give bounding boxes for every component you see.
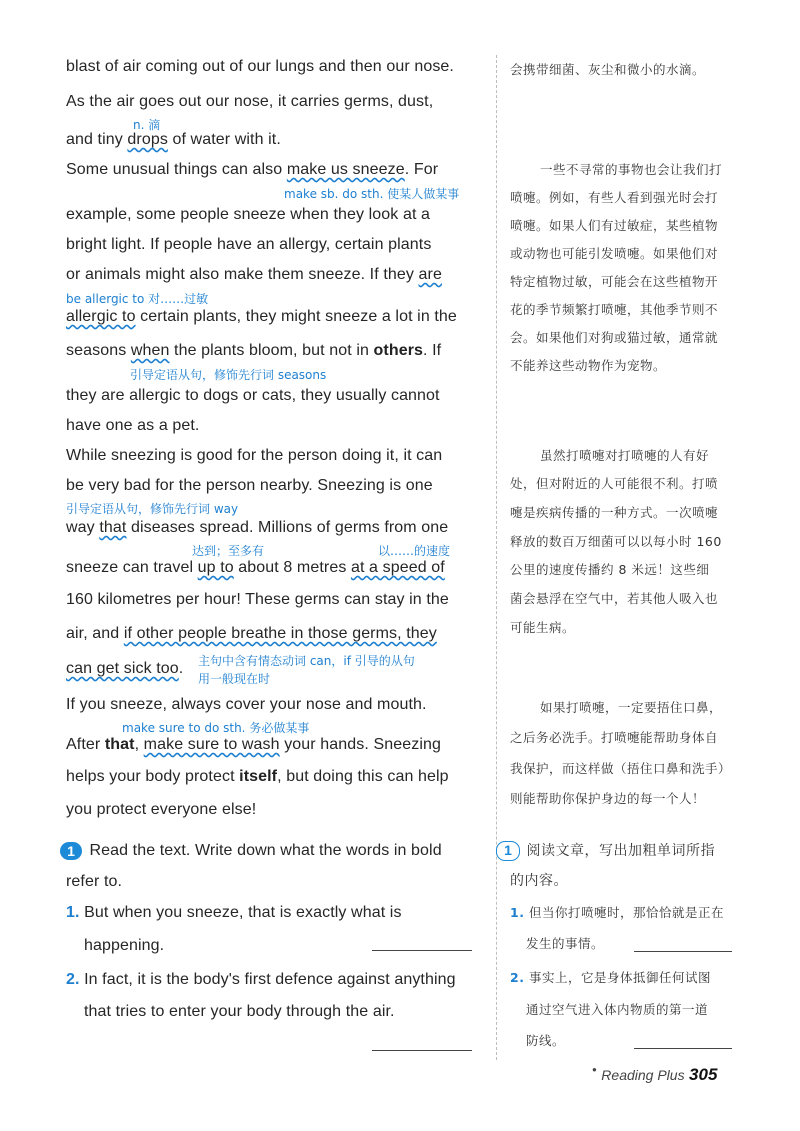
text-line [66,660,183,678]
bold-word-others: others [373,342,424,359]
bold-word-that: that [104,736,135,753]
answer-blank-1[interactable] [372,950,472,951]
instruction-text: Read the text. Write down what the words in bold [89,842,442,860]
highlight-drops: drops [127,131,168,148]
text-line: blast of air coming out of our lungs and then our nose. [66,58,454,75]
text-line [66,768,449,786]
question-text: that tries to enter your body through the air. [84,1003,395,1020]
instruction-text: 的内容。 [510,873,568,889]
translation-line: 则能帮助你保护身边的每一个人！ [510,791,706,806]
annotation-modal-2: 用一般现在时 [198,672,271,686]
highlight-make-sure: make sure to wash [143,736,280,753]
translation-line: 喷嚏。例如，有些人看到强光时会打 [510,190,719,205]
question-number: 2. [510,970,525,985]
exercise-instruction [60,842,442,860]
translation-line: 嚏是疾病传播的一种方式。一次喷嚏 [510,505,719,520]
highlight-if-clause: if other people breathe in those germs, they [123,625,437,642]
footer-label: Reading Plus [601,1067,685,1083]
question-2 [66,971,456,989]
highlight-can-get-sick: can get sick too [66,660,179,677]
text-segment: sneeze can travel [66,559,198,576]
text-line [66,308,457,326]
annotation-speed: 以……的速度 [378,544,451,558]
translation-line: 公里的速度传播约 8 米远！这些细 [510,562,710,577]
text-segment: the plants bloom, but not in [169,342,374,359]
translation-line: 花的季节频繁打喷嚏，其他季节则不 [510,302,719,317]
footer-dot: ● [592,1065,597,1074]
text-line: If you sneeze, always cover your nose and mouth. [66,696,427,713]
text-line: 160 kilometres per hour! These germs can stay in the [66,591,449,608]
translation-line: 我保护，而这样做（捂住口鼻和洗手） [510,761,732,776]
annotation-make: make sb. do sth. 使某人做某事 [284,187,460,201]
text-segment: your hands. Sneezing [279,736,441,753]
text-line [66,266,442,284]
text-segment: and tiny [66,131,128,148]
text-segment: of water with it. [167,131,281,148]
question-text: 事实上，它是身体抵御任何试图 [528,970,711,985]
text-line [66,161,438,179]
text-line [66,131,281,149]
answer-blank-zh-1[interactable] [634,951,732,952]
text-line [66,519,448,537]
translation-line: 可能生病。 [510,620,576,635]
translation-line: 菌会悬浮在空气中，若其他人吸入也 [510,591,719,606]
text-line [66,342,441,360]
text-segment: , [134,736,144,753]
translation-line: 特定植物过敏，可能会在这些植物开 [510,274,719,289]
text-segment: After [66,736,105,753]
translation-line: 处，但对附近的人可能很不利。打喷 [510,476,719,491]
annotation-drops: n. 滴 [133,118,161,132]
instruction-text: 阅读文章，写出加粗单词所指 [526,843,715,859]
translation-line: 或动物也可能引发喷嚏。如果他们对 [510,246,719,261]
text-segment: . [178,660,184,677]
highlight-that: that [99,519,127,536]
translation-line: 释放的数百万细菌可以以每小时 160 [510,534,722,549]
text-segment: . For [404,161,439,178]
question-2-zh [510,968,711,986]
question-text: 但当你打喷嚏时，那恰恰就是正在 [528,905,724,920]
question-1-zh [510,903,724,921]
question-text: 发生的事情。 [526,936,605,951]
annotation-make-sure: make sure to do sth. 务必做某事 [122,721,310,735]
translation-line: 会携带细菌、灰尘和微小的水滴。 [510,62,706,77]
text-line [66,625,437,643]
text-line: bright light. If people have an allergy, certain plants [66,236,432,253]
text-line: you protect everyone else! [66,801,257,818]
text-segment: . If [423,342,442,359]
page-number: 305 [689,1065,718,1084]
question-text: But when you sneeze, that is exactly what is [84,904,402,921]
text-segment: way [66,519,100,536]
highlight-up-to: up to [197,559,234,576]
annotation-that: 引导定语从句，修饰先行词 way [66,502,239,516]
text-line: While sneezing is good for the person doing it, it can [66,447,443,464]
page-footer [592,1065,717,1085]
translation-line: 会。如果他们对狗或猫过敏，通常就 [510,330,719,345]
text-line: example, some people sneeze when they look at a [66,206,431,223]
text-segment: , but doing this can help [277,768,449,785]
question-number: 1. [66,904,80,921]
annotation-up-to: 达到；至多有 [192,544,265,558]
answer-blank-2[interactable] [372,1050,472,1051]
highlight-allergic-to: allergic to [66,308,136,325]
highlight-are: are [418,266,442,283]
question-text: 通过空气进入体内物质的第一道 [526,1002,709,1017]
translation-line: 一些不寻常的事物也会让我们打 [540,162,723,177]
text-segment: helps your body protect [66,768,240,785]
translation-line: 不能养这些动物作为宠物。 [510,358,667,373]
highlight-make-us-sneeze: make us sneeze [286,161,405,178]
translation-line: 喷嚏。如果人们有过敏症，某些植物 [510,218,719,233]
highlight-at-a-speed-of: at a speed of [350,559,445,576]
question-text: happening. [84,937,165,954]
exercise-instruction-zh [496,840,715,861]
translation-line: 虽然打喷嚏对打喷嚏的人有好 [540,448,710,463]
text-segment: certain plants, they might sneeze a lot in the [135,308,457,325]
bold-word-itself: itself [239,768,278,785]
exercise-number-badge: 1 [496,841,520,861]
highlight-when: when [130,342,170,359]
column-divider [496,55,497,1060]
exercise-number-badge: 1 [60,842,82,860]
text-line: have one as a pet. [66,417,200,434]
text-segment: air, and [66,625,124,642]
question-number: 2. [66,971,80,988]
translation-line: 之后务必洗手。打喷嚏能帮助身体自 [510,730,719,745]
question-number: 1. [510,905,525,920]
question-text: 防线。 [526,1033,566,1048]
question-1 [66,904,402,922]
text-line: As the air goes out our nose, it carries germs, dust, [66,93,434,110]
text-segment: or animals might also make them sneeze. If they [66,266,419,283]
annotation-modal-1: 主句中含有情态动词 can，if 引导的从句 [198,654,415,668]
text-segment: diseases spread. Millions of germs from one [126,519,449,536]
text-line [66,736,441,754]
text-segment: Some unusual things can also [66,161,287,178]
instruction-text: refer to. [66,873,123,890]
text-segment: about 8 metres [233,559,351,576]
text-line: they are allergic to dogs or cats, they usually cannot [66,387,440,404]
text-segment: seasons [66,342,131,359]
text-line: be very bad for the person nearby. Sneezing is one [66,477,433,494]
answer-blank-zh-2[interactable] [634,1048,732,1049]
question-text: In fact, it is the body's first defence against anything [84,971,456,988]
annotation-allergic: be allergic to 对……过敏 [66,292,209,306]
text-line [66,559,445,577]
translation-line: 如果打喷嚏，一定要捂住口鼻， [540,700,723,715]
annotation-when: 引导定语从句，修饰先行词 seasons [130,368,327,382]
